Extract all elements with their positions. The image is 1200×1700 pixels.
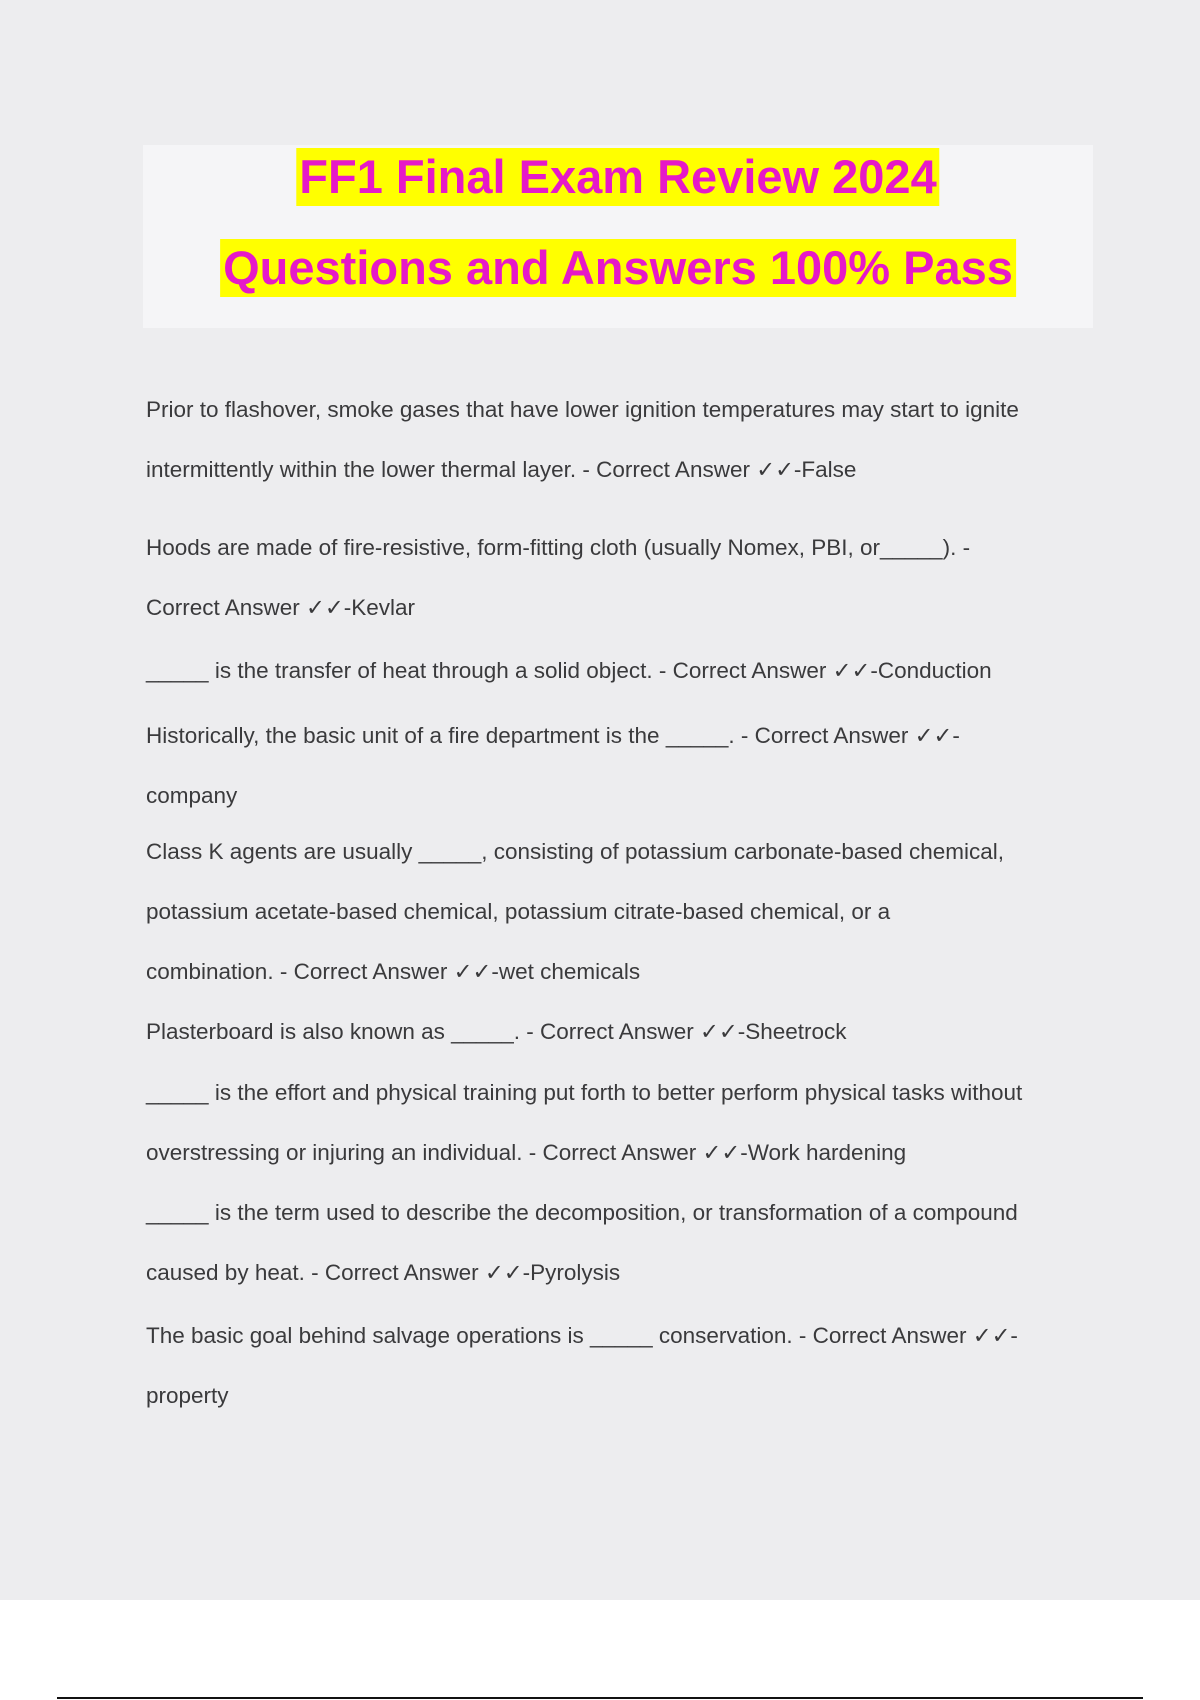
qa-item-4-line-2: company	[146, 783, 238, 808]
qa-item-5	[146, 822, 1096, 1002]
qa-item-2	[146, 518, 1096, 638]
qa-item-3-line-1: _____ is the transfer of heat through a solid object. - Correct Answer ✓✓-Conduction	[146, 658, 992, 683]
qa-item-2-line-2: Correct Answer ✓✓-Kevlar	[146, 595, 416, 620]
qa-item-9	[146, 1306, 1096, 1426]
qa-item-1-line-1: Prior to flashover, smoke gases that have lower ignition temperatures may start to ignite	[146, 397, 1019, 422]
qa-item-5-line-2: potassium acetate-based chemical, potassium citrate-based chemical, or a	[146, 899, 891, 924]
document-title-line-2: Questions and Answers 100% Pass	[220, 239, 1016, 297]
qa-item-1-line-2: intermittently within the lower thermal layer. - Correct Answer ✓✓-False	[146, 457, 857, 482]
footer-divider	[57, 1697, 1143, 1699]
title-block	[143, 145, 1093, 328]
qa-item-5-line-3: combination. - Correct Answer ✓✓-wet chemicals	[146, 959, 641, 984]
qa-item-4-line-1: Historically, the basic unit of a fire department is the _____. - Correct Answer ✓✓-	[146, 723, 960, 748]
qa-item-4	[146, 706, 1096, 826]
qa-item-9-line-2: property	[146, 1383, 229, 1408]
qa-item-9-line-1: The basic goal behind salvage operations is _____ conservation. - Correct Answer ✓✓-	[146, 1323, 1018, 1348]
qa-item-8-line-1: _____ is the term used to describe the decomposition, or transformation of a compound	[146, 1200, 1018, 1225]
qa-item-6	[146, 1002, 1096, 1062]
qa-item-3	[146, 641, 1096, 701]
qa-item-1	[146, 380, 1096, 500]
qa-item-6-line-1: Plasterboard is also known as _____. - Correct Answer ✓✓-Sheetrock	[146, 1019, 847, 1044]
qa-item-7-line-2: overstressing or injuring an individual. - Correct Answer ✓✓-Work hardening	[146, 1140, 907, 1165]
qa-item-8	[146, 1183, 1096, 1303]
qa-item-5-line-1: Class K agents are usually _____, consisting of potassium carbonate-based chemical,	[146, 839, 1004, 864]
qa-item-7	[146, 1063, 1096, 1183]
qa-item-7-line-1: _____ is the effort and physical training put forth to better perform physical tasks without	[146, 1080, 1023, 1105]
qa-item-2-line-1: Hoods are made of fire-resistive, form-fitting cloth (usually Nomex, PBI, or_____). -	[146, 535, 971, 560]
document-title-line-1: FF1 Final Exam Review 2024	[296, 148, 939, 206]
qa-item-8-line-2: caused by heat. - Correct Answer ✓✓-Pyrolysis	[146, 1260, 621, 1285]
